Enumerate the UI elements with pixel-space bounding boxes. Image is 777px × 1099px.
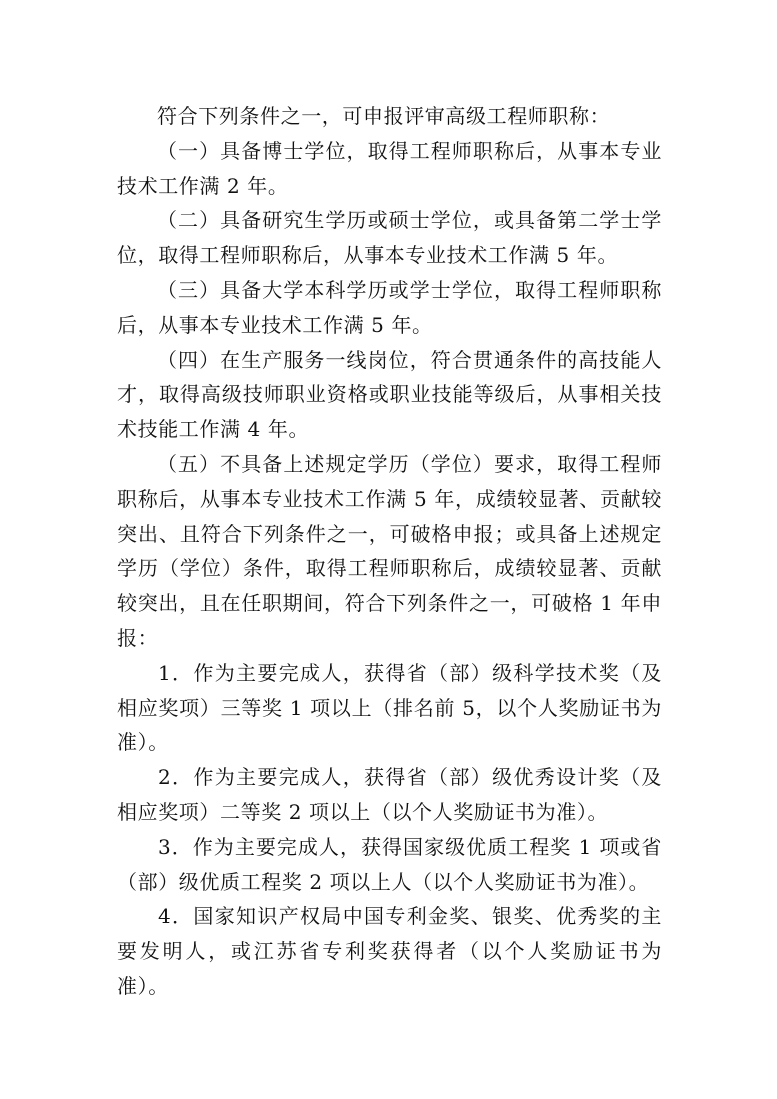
- condition-1: （一）具备博士学位，取得工程师职称后，从事本专业技术工作满 2 年。: [117, 138, 662, 198]
- condition-5: （五）不具备上述规定学历（学位）要求，取得工程师职称后，从事本专业技术工作满 5 年，成绩较显著、贡献较突出、且符合下列条件之一，可破格申报；或具备上述规定学历（学位）条件，取得工程师职称后，成绩较显著、贡献较突出，且在任职期间，符合下列条件之一，可破格 1 年申报：: [117, 451, 662, 650]
- sub-condition-4: 4．国家知识产权局中国专利金奖、银奖、优秀奖的主要发明人，或江苏省专利奖获得者（以个人奖励证书为准）。: [117, 904, 662, 998]
- condition-2: （二）具备研究生学历或硕士学位，或具备第二学士学位，取得工程师职称后，从事本专业技术工作满 5 年。: [117, 208, 662, 268]
- sub-condition-3: 3．作为主要完成人，获得国家级优质工程奖 1 项或省（部）级优质工程奖 2 项以上人（以个人奖励证书为准）。: [117, 834, 662, 894]
- sub-condition-1: 1．作为主要完成人，获得省（部）级科学技术奖（及相应奖项）三等奖 1 项以上（排名前 5，以个人奖励证书为准）。: [117, 660, 662, 755]
- document-body: [117, 99, 662, 1004]
- intro-paragraph: 符合下列条件之一，可申报评审高级工程师职称：: [157, 104, 611, 128]
- condition-3: （三）具备大学本科学历或学士学位，取得工程师职称后，从事本专业技术工作满 5 年。: [117, 277, 662, 337]
- sub-condition-2: 2．作为主要完成人，获得省（部）级优秀设计奖（及相应奖项）二等奖 2 项以上（以个人奖励证书为准）。: [117, 765, 662, 824]
- condition-4: （四）在生产服务一线岗位，符合贯通条件的高技能人才，取得高级技师职业资格或职业技能等级后，从事相关技术技能工作满 4 年。: [117, 347, 662, 442]
